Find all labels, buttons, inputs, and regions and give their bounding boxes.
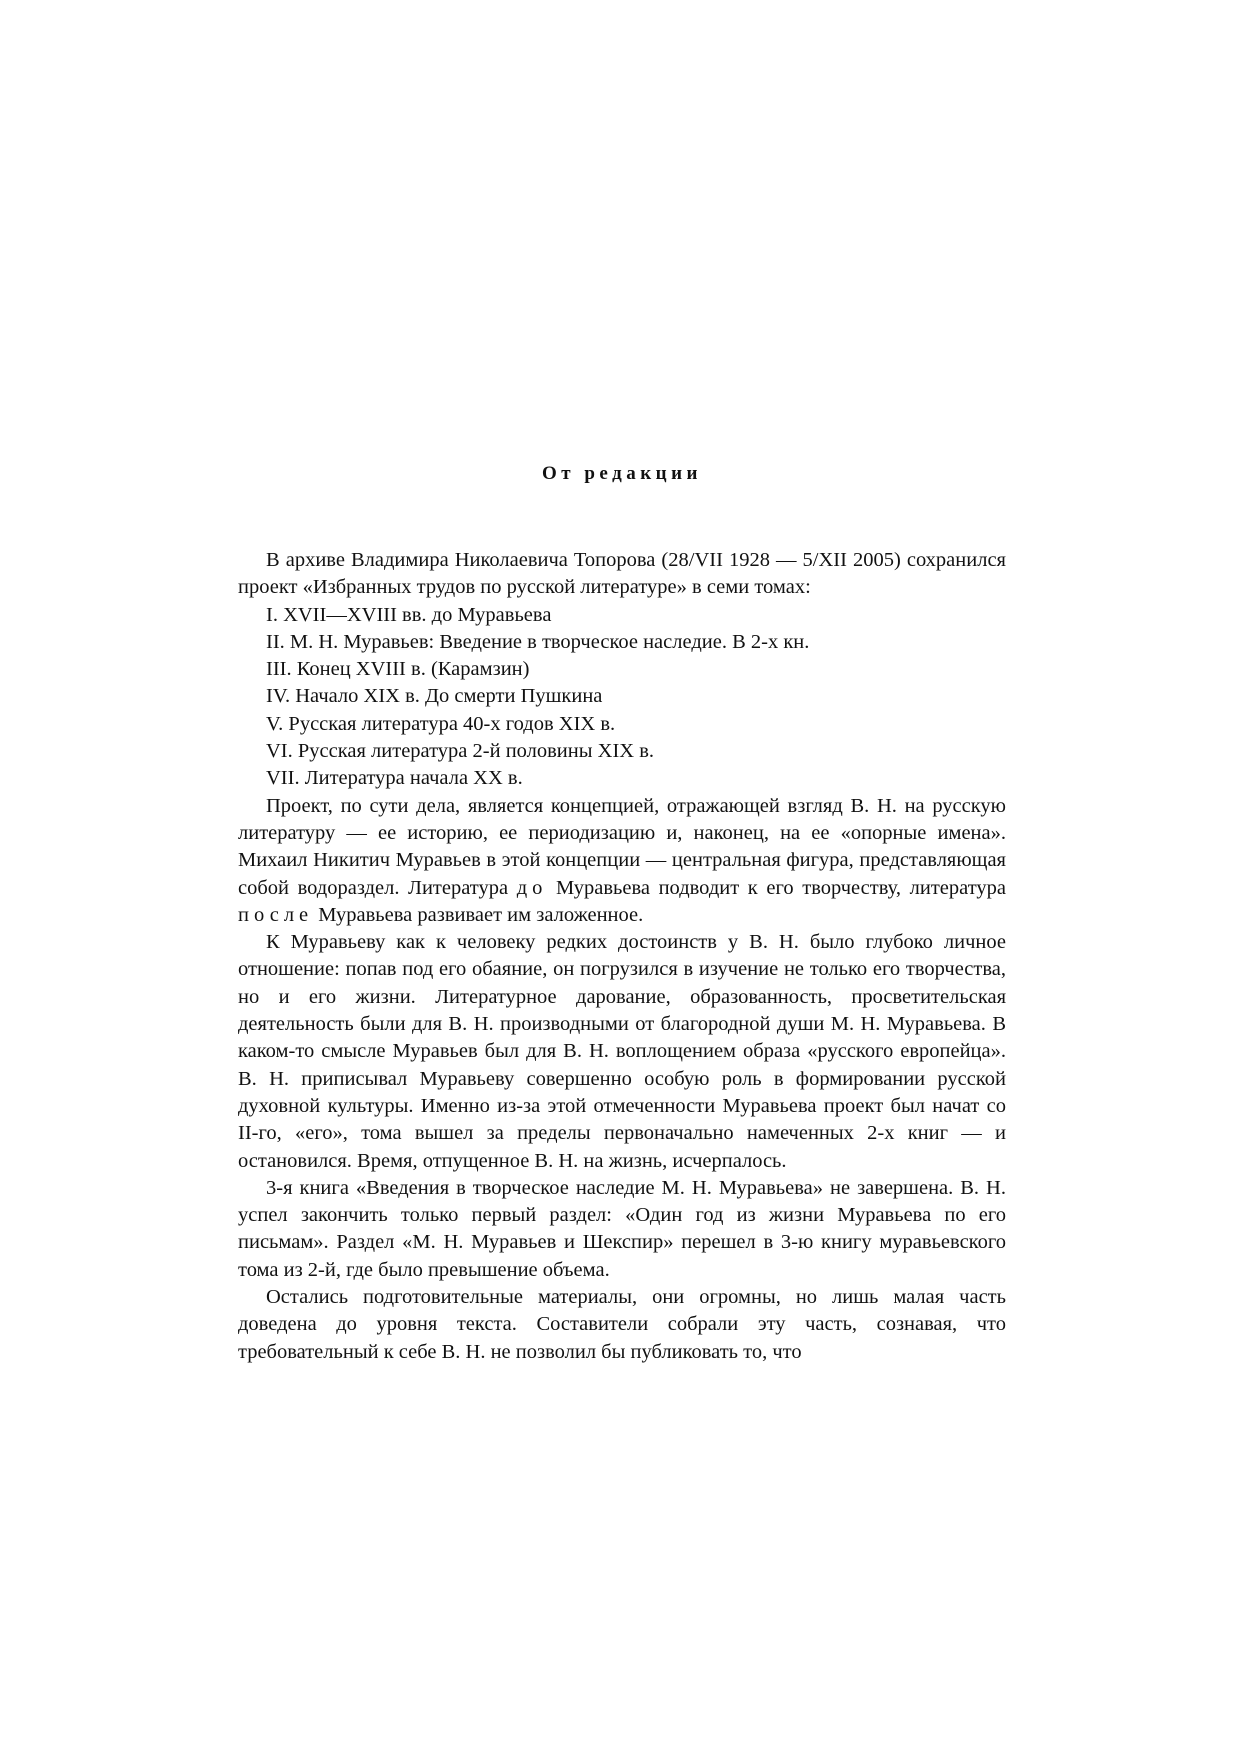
concept-text: Муравьева развивает им заложенное. bbox=[313, 903, 644, 926]
list-item: VII. Литература начала XX в. bbox=[266, 767, 523, 790]
list-item: IV. Начало XIX в. До смерти Пушкина bbox=[266, 685, 603, 708]
muravyov-paragraph: К Муравьеву как к человеку редких достоинств у В. Н. было глубоко личное отношение: попав под его обаяние, он погрузился в изучение не только его творчества, но и его жизни. Литературное дарование, образованность, просветительская деятельность были для В. Н. производными от благородной души М. Н. Муравьева. В каком-то смысле Муравьев был для В. Н. воплощением образа «русского европейца». В. Н. приписывал Муравьеву совершенно особую роль в формировании русской духовной культуры. Именно из-за этой отмеченности Муравьева проект был начат со II-го, «его», тома вышел за пределы первоначально намеченных 2-х книг — и остановился. Время, отпущенное В. Н. на жизнь, исчерпалось. bbox=[238, 931, 1006, 1172]
document-body bbox=[238, 547, 1006, 1366]
list-item: VI. Русская литература 2-й половины XIX в. bbox=[266, 740, 655, 763]
materials-paragraph: Остались подготовительные материалы, они огромны, но лишь малая часть доведена до уровня текста. Составители собрали эту часть, сознавая, что требовательный к себе В. Н. не позволил бы публиковать то, что bbox=[238, 1286, 1006, 1363]
emphasis-before: до bbox=[516, 876, 548, 899]
intro-paragraph: В архиве Владимира Николаевича Топорова (28/VII 1928 — 5/XII 2005) сохранился проект «Избранных трудов по русской литературе» в семи томах: bbox=[238, 549, 1006, 599]
list-item: I. XVII—XVIII вв. до Муравьева bbox=[266, 603, 552, 626]
list-item: II. М. Н. Муравьев: Введение в творческое наследие. В 2-х кн. bbox=[266, 630, 810, 653]
volumes-list bbox=[238, 602, 1006, 793]
concept-paragraph bbox=[238, 793, 1006, 929]
page-title: От редакции bbox=[541, 463, 702, 484]
concept-text: Муравьева подводит к его творчеству, литература bbox=[547, 876, 1006, 899]
list-item: III. Конец XVIII в. (Карамзин) bbox=[266, 658, 530, 681]
list-item: V. Русская литература 40-х годов XIX в. bbox=[266, 712, 616, 735]
emphasis-after: после bbox=[238, 903, 314, 926]
concept-text: Проект, по сути дела, является концепцией, отражающей взгляд В. Н. на русскую литературу — ее историю, ее периодизацию и, наконец, на ее «опорные имена». Михаил Никитич Муравьев в этой концепции — центральная фигура, представляющая собой водораздел. Литература bbox=[238, 794, 1006, 899]
third-book-paragraph: 3-я книга «Введения в творческое наследие М. Н. Муравьева» не завершена. В. Н. успел закончить только первый раздел: «Один год из жизни Муравьева по его письмам». Раздел «М. Н. Муравьев и Шекспир» перешел в 3-ю книгу муравьевского тома из 2-й, где было превышение объема. bbox=[238, 1176, 1006, 1281]
document-page bbox=[238, 0, 1006, 1755]
